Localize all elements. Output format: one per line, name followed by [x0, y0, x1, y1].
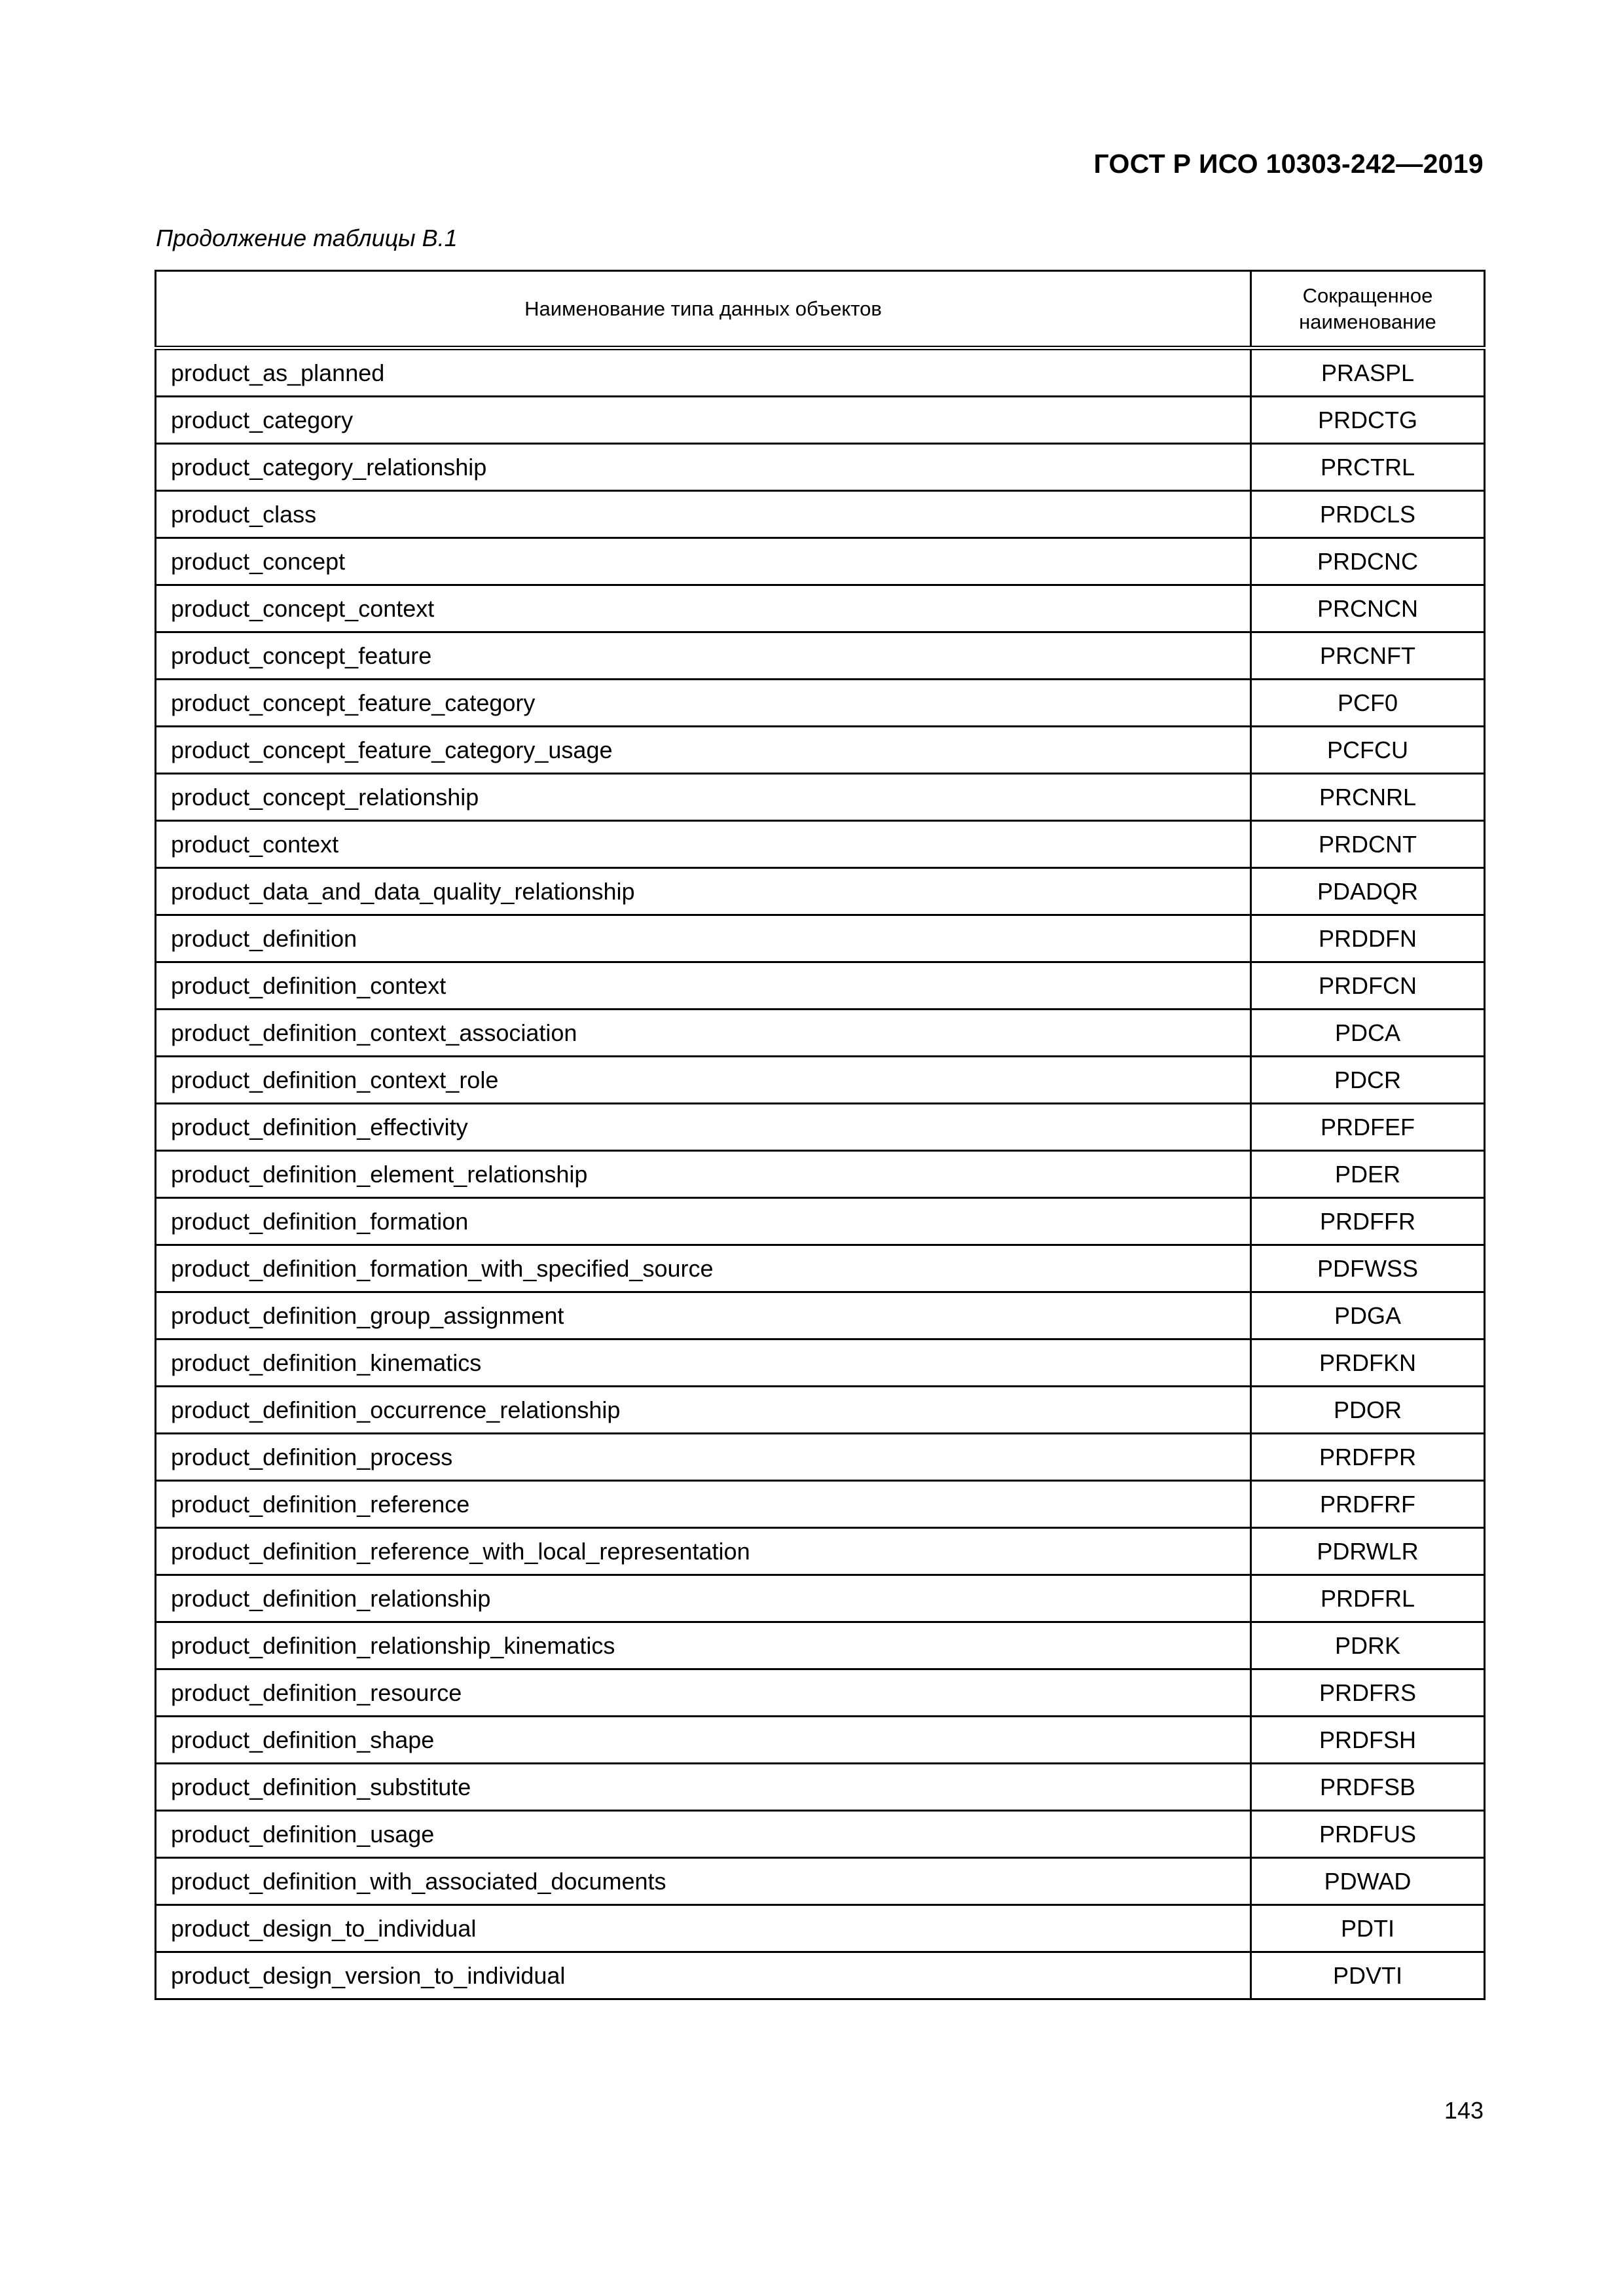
abbreviation-cell: PRDCLS: [1251, 491, 1485, 538]
entity-name-cell: product_concept_relationship: [156, 774, 1251, 821]
abbreviation-cell: PRDFEF: [1251, 1104, 1485, 1151]
abbreviation-table: [155, 270, 1486, 2000]
abbreviation-cell: PRDCNT: [1251, 821, 1485, 868]
abbreviation-cell: PRASPL: [1251, 348, 1485, 397]
table-row: [156, 1481, 1485, 1528]
abbreviation-cell: PDRK: [1251, 1622, 1485, 1669]
entity-name-cell: product_definition_formation: [156, 1198, 1251, 1245]
table-row: [156, 491, 1485, 538]
entity-name-cell: product_context: [156, 821, 1251, 868]
column-header-name: [156, 271, 1251, 348]
table-row: [156, 680, 1485, 727]
entity-name-cell: product_design_version_to_individual: [156, 1952, 1251, 1999]
column-header-abbreviation-line1: Сокращенное: [1302, 283, 1433, 307]
table-row: [156, 868, 1485, 915]
abbreviation-cell: PRCNCN: [1251, 585, 1485, 632]
entity-name-cell: product_concept: [156, 538, 1251, 585]
table-row: [156, 1764, 1485, 1811]
abbreviation-cell: PRDFRS: [1251, 1669, 1485, 1717]
page-number: 143: [1444, 2097, 1484, 2124]
abbreviation-cell: PDOR: [1251, 1387, 1485, 1434]
table-row: [156, 1339, 1485, 1387]
entity-name-cell: product_definition_process: [156, 1434, 1251, 1481]
abbreviation-cell: PRDFPR: [1251, 1434, 1485, 1481]
table-row: [156, 1245, 1485, 1292]
abbreviation-cell: PRDFRL: [1251, 1575, 1485, 1622]
entity-name-cell: product_definition_relationship: [156, 1575, 1251, 1622]
entity-name-cell: product_design_to_individual: [156, 1905, 1251, 1952]
abbreviation-cell: PDTI: [1251, 1905, 1485, 1952]
abbreviation-cell: PRDCTG: [1251, 397, 1485, 444]
table-row: [156, 1669, 1485, 1717]
abbreviation-cell: PRDFFR: [1251, 1198, 1485, 1245]
entity-name-cell: product_definition_reference: [156, 1481, 1251, 1528]
abbreviation-cell: PRDFSH: [1251, 1717, 1485, 1764]
abbreviation-cell: PDCA: [1251, 1010, 1485, 1057]
column-header-abbreviation: [1251, 271, 1485, 348]
table-row: [156, 444, 1485, 491]
table-row: [156, 1905, 1485, 1952]
table-row: [156, 1858, 1485, 1905]
abbreviation-cell: PRCNFT: [1251, 632, 1485, 680]
table-row: [156, 1528, 1485, 1575]
table-row: [156, 727, 1485, 774]
table-row: [156, 1952, 1485, 1999]
table-row: [156, 585, 1485, 632]
table-row: [156, 397, 1485, 444]
entity-name-cell: product_definition_usage: [156, 1811, 1251, 1858]
entity-name-cell: product_definition_kinematics: [156, 1339, 1251, 1387]
abbreviation-cell: PDWAD: [1251, 1858, 1485, 1905]
table-row: [156, 1151, 1485, 1198]
table-row: [156, 1010, 1485, 1057]
table-header-row: [156, 271, 1485, 348]
entity-name-cell: product_definition_occurrence_relationship: [156, 1387, 1251, 1434]
table-row: [156, 1434, 1485, 1481]
table-row: [156, 1811, 1485, 1858]
table-body: [156, 348, 1485, 1999]
table-row: [156, 1198, 1485, 1245]
abbreviation-cell: PRDFUS: [1251, 1811, 1485, 1858]
entity-name-cell: product_definition_substitute: [156, 1764, 1251, 1811]
column-header-abbreviation-line2: наименование: [1299, 310, 1436, 333]
table-row: [156, 821, 1485, 868]
table-row: [156, 538, 1485, 585]
abbreviation-cell: PDADQR: [1251, 868, 1485, 915]
abbreviation-cell: PDER: [1251, 1151, 1485, 1198]
table-caption: Продолжение таблицы В.1: [156, 225, 458, 251]
entity-name-cell: product_concept_feature_category: [156, 680, 1251, 727]
abbreviation-cell: PDFWSS: [1251, 1245, 1485, 1292]
entity-name-cell: product_definition_reference_with_local_representation: [156, 1528, 1251, 1575]
abbreviation-cell: PDRWLR: [1251, 1528, 1485, 1575]
entity-name-cell: product_definition_formation_with_specified_source: [156, 1245, 1251, 1292]
table-row: [156, 915, 1485, 962]
table-row: [156, 1575, 1485, 1622]
document-code: ГОСТ Р ИСО 10303-242—2019: [1093, 149, 1484, 179]
entity-name-cell: product_definition_element_relationship: [156, 1151, 1251, 1198]
table-row: [156, 348, 1485, 397]
abbreviation-cell: PRCNRL: [1251, 774, 1485, 821]
abbreviation-cell: PDVTI: [1251, 1952, 1485, 1999]
table-row: [156, 962, 1485, 1010]
abbreviation-cell: PRDFSB: [1251, 1764, 1485, 1811]
abbreviation-cell: PDGA: [1251, 1292, 1485, 1339]
entity-name-cell: product_definition: [156, 915, 1251, 962]
column-header-name-label: Наименование типа данных объектов: [524, 297, 882, 320]
entity-name-cell: product_definition_context: [156, 962, 1251, 1010]
entity-name-cell: product_class: [156, 491, 1251, 538]
abbreviation-cell: PRDDFN: [1251, 915, 1485, 962]
table-row: [156, 632, 1485, 680]
entity-name-cell: product_definition_context_role: [156, 1057, 1251, 1104]
abbreviation-cell: PRDFRF: [1251, 1481, 1485, 1528]
table-row: [156, 1622, 1485, 1669]
entity-name-cell: product_definition_group_assignment: [156, 1292, 1251, 1339]
table-row: [156, 1104, 1485, 1151]
table-row: [156, 1292, 1485, 1339]
entity-name-cell: product_data_and_data_quality_relationship: [156, 868, 1251, 915]
entity-name-cell: product_category: [156, 397, 1251, 444]
abbreviation-cell: PDCR: [1251, 1057, 1485, 1104]
entity-name-cell: product_definition_context_association: [156, 1010, 1251, 1057]
table-row: [156, 1387, 1485, 1434]
table-row: [156, 774, 1485, 821]
entity-name-cell: product_as_planned: [156, 348, 1251, 397]
entity-name-cell: product_definition_relationship_kinematics: [156, 1622, 1251, 1669]
abbreviation-cell: PRDCNC: [1251, 538, 1485, 585]
abbreviation-cell: PRDFKN: [1251, 1339, 1485, 1387]
abbreviation-cell: PCFCU: [1251, 727, 1485, 774]
table-row: [156, 1057, 1485, 1104]
table-row: [156, 1717, 1485, 1764]
abbreviation-cell: PRCTRL: [1251, 444, 1485, 491]
entity-name-cell: product_category_relationship: [156, 444, 1251, 491]
abbreviation-cell: PCF0: [1251, 680, 1485, 727]
entity-name-cell: product_definition_effectivity: [156, 1104, 1251, 1151]
abbreviation-cell: PRDFCN: [1251, 962, 1485, 1010]
entity-name-cell: product_definition_with_associated_documents: [156, 1858, 1251, 1905]
entity-name-cell: product_definition_shape: [156, 1717, 1251, 1764]
entity-name-cell: product_concept_feature: [156, 632, 1251, 680]
entity-name-cell: product_definition_resource: [156, 1669, 1251, 1717]
entity-name-cell: product_concept_context: [156, 585, 1251, 632]
entity-name-cell: product_concept_feature_category_usage: [156, 727, 1251, 774]
